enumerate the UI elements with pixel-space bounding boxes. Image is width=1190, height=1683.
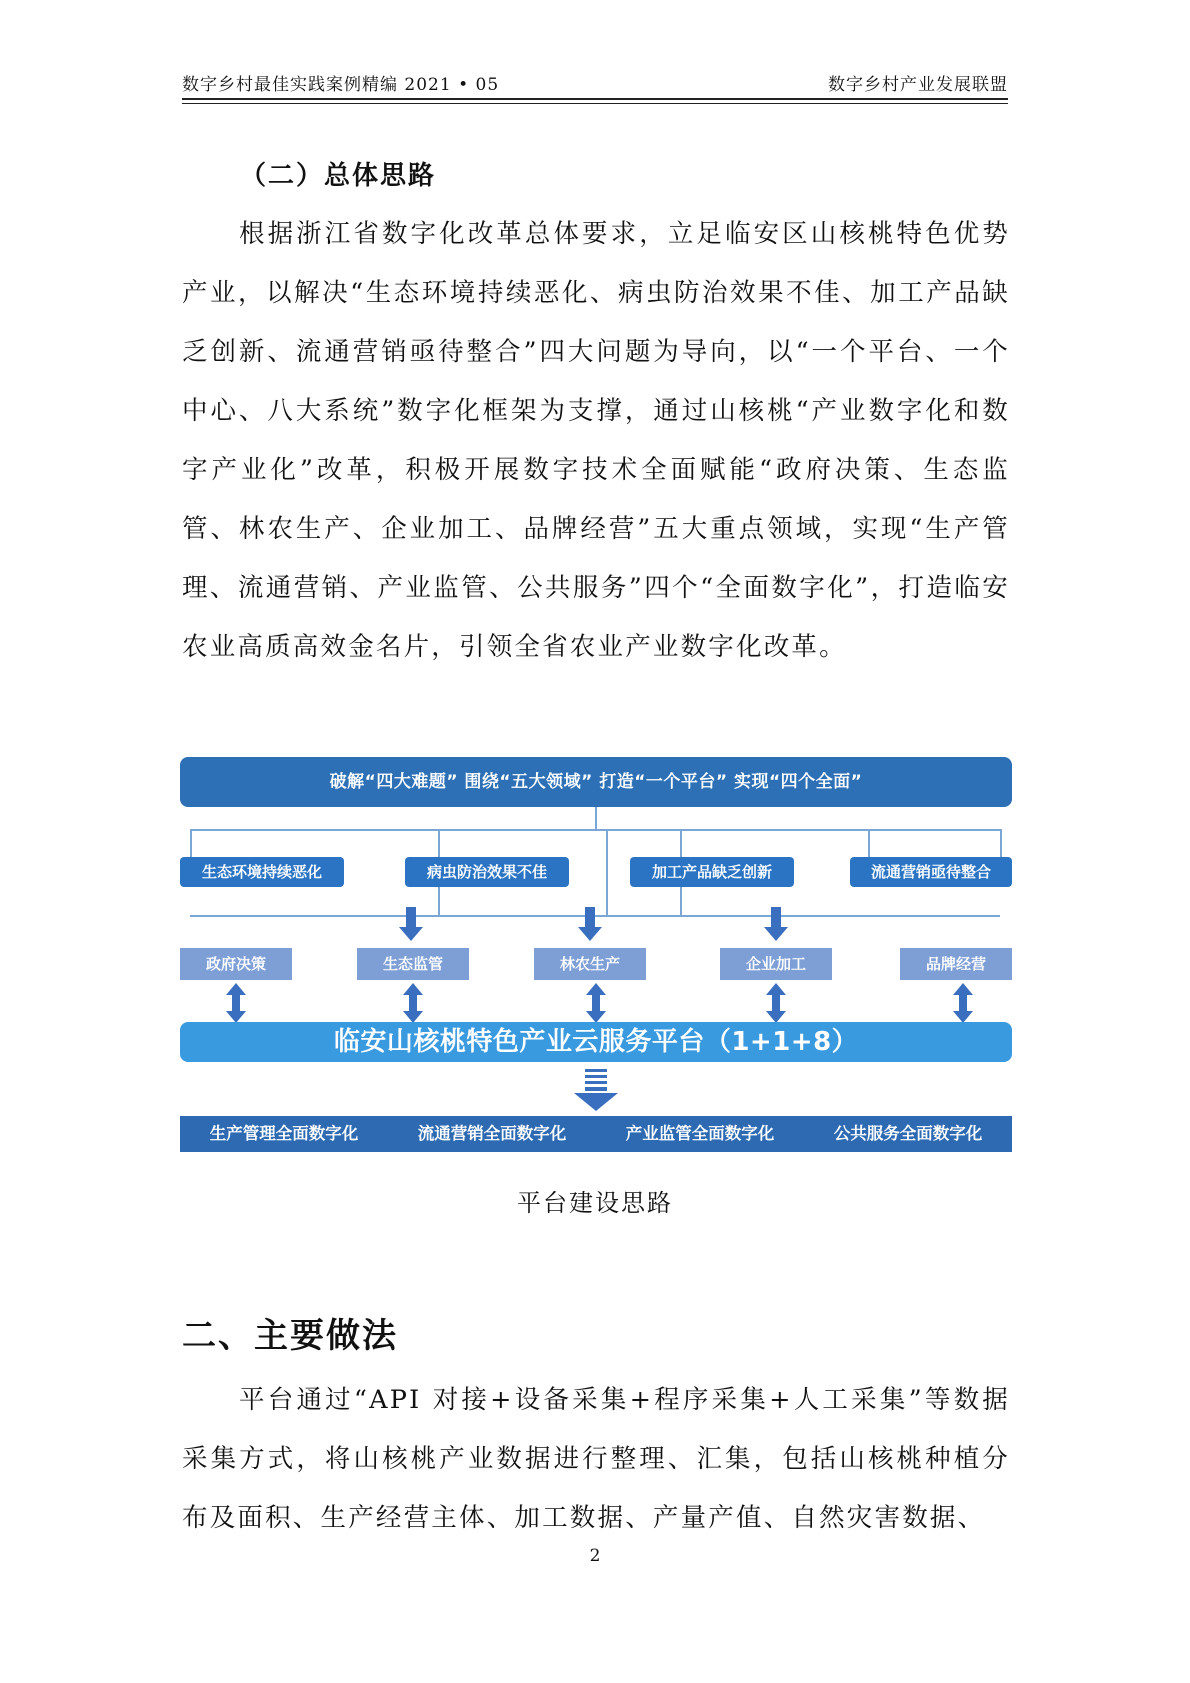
- header-title: 数字乡村最佳实践案例精编 2021 • 05: [182, 75, 500, 95]
- page-header: [182, 70, 1008, 100]
- subsection-heading: （二）总体思路: [240, 161, 437, 191]
- header-rule-thick: [182, 98, 1008, 100]
- outcome-item: 公共服务全面数字化: [833, 1124, 983, 1143]
- outcome-bar: [180, 1116, 1012, 1152]
- overall-approach-paragraph: 根据浙江省数字化改革总体要求，立足临安区山核桃特色优势产业，以解决“生态环境持续恶化、病虫防治效果不佳、加工产品缺乏创新、流通营销亟待整合”四大问题为导向，以“一个平台、一个中心、八大系统”数字化框架为支撑，通过山核桃“产业数字化和数字产业化”改革，积极开展数字技术全面赋能“政府决策、生态监管、林农生产、企业加工、品牌经营”五大重点领域，实现“生产管理、流通营销、产业监管、公共服务”四个“全面数字化”，打造临安农业高质高效金名片，引领全省农业产业数字化改革。: [182, 219, 1010, 662]
- field-box: 生态监管: [357, 948, 469, 980]
- outcome-item: 流通营销全面数字化: [417, 1124, 567, 1143]
- header-rule-thin: [182, 103, 1008, 104]
- down-arrow-icon: [764, 907, 788, 941]
- field-box: 林农生产: [534, 948, 646, 980]
- double-arrow-icon: [953, 983, 973, 1023]
- figure-caption: 平台建设思路: [517, 1189, 673, 1217]
- outcome-item: 生产管理全面数字化: [209, 1124, 359, 1143]
- platform-bar: 临安山核桃特色产业云服务平台（1+1+8）: [180, 1022, 1012, 1062]
- field-box: 政府决策: [180, 948, 292, 980]
- problem-box: 加工产品缺乏创新: [630, 857, 794, 887]
- field-box: 企业加工: [720, 948, 832, 980]
- down-arrow-icon: [399, 907, 423, 941]
- problem-box: 病虫防治效果不佳: [405, 857, 569, 887]
- problem-box: 流通营销亟待整合: [850, 857, 1012, 887]
- double-arrow-icon: [226, 983, 246, 1023]
- problem-box: 生态环境持续恶化: [180, 857, 344, 887]
- double-arrow-icon: [586, 983, 606, 1023]
- striped-down-arrow-icon: [574, 1069, 618, 1111]
- diagram-banner: 破解“四大难题” 围绕“五大领域” 打造“一个平台” 实现“四个全面”: [180, 757, 1012, 807]
- down-arrow-icon: [578, 907, 602, 941]
- platform-diagram: [180, 757, 1012, 1155]
- outcome-item: 产业监管全面数字化: [625, 1124, 775, 1143]
- main-practices-paragraph: 平台通过“API 对接+设备采集+程序采集+人工采集”等数据采集方式，将山核桃产业数据进行整理、汇集，包括山核桃种植分布及面积、生产经营主体、加工数据、产量产值、自然灾害数据、: [182, 1385, 1010, 1533]
- double-arrow-icon: [766, 983, 786, 1023]
- section-heading: 二、主要做法: [182, 1316, 398, 1356]
- field-box: 品牌经营: [900, 948, 1012, 980]
- header-publisher: 数字乡村产业发展联盟: [828, 75, 1008, 95]
- page-number: 2: [589, 1546, 601, 1566]
- double-arrow-icon: [403, 983, 423, 1023]
